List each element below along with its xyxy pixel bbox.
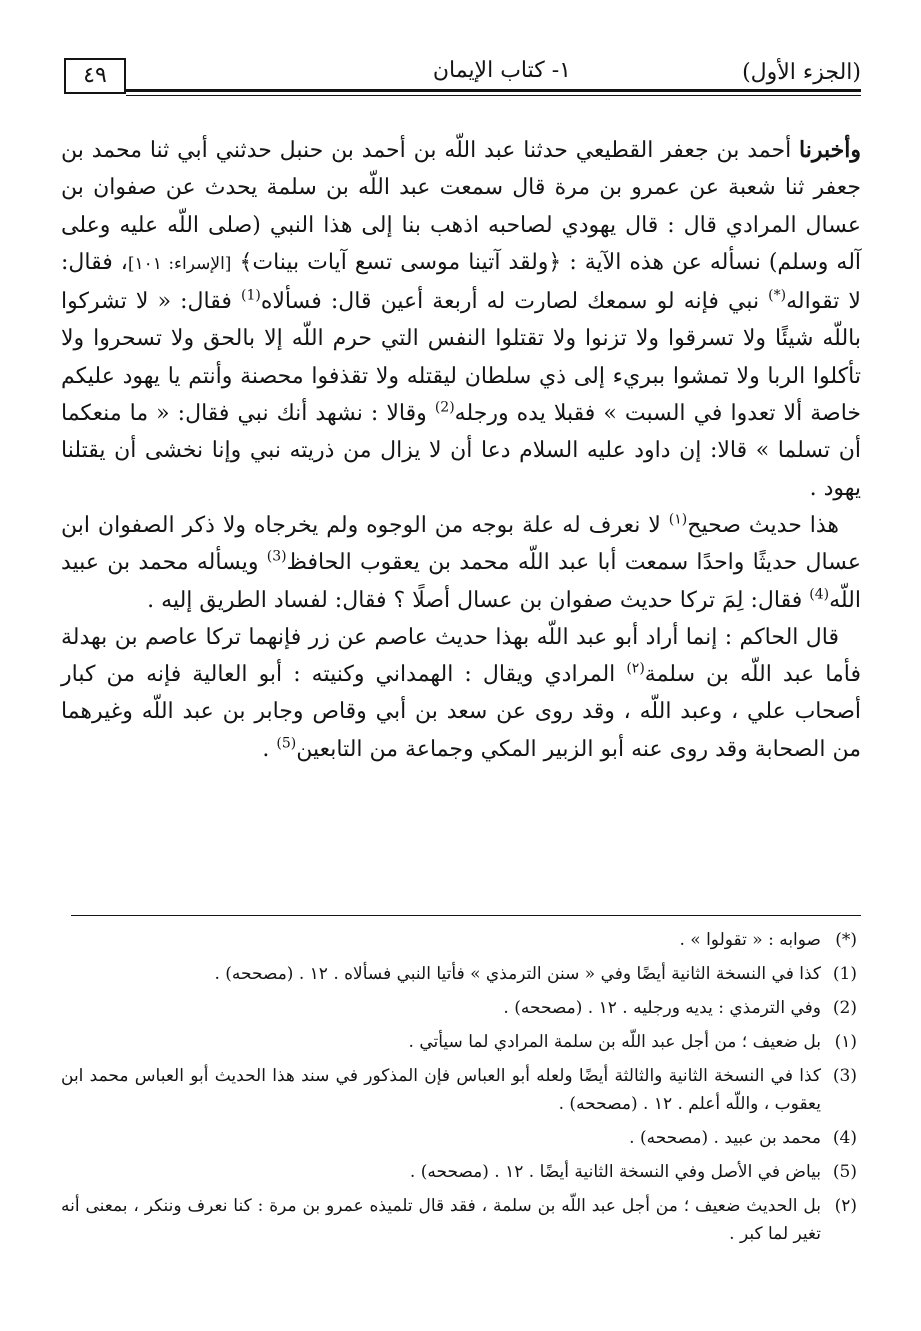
footnotes: [61, 926, 861, 1254]
footnote-marker: (3): [832, 1066, 857, 1086]
footnote-marker: (4): [832, 1128, 857, 1148]
text-segment: أحمد بن جعفر القطيعي حدثنا عبد اللّه بن أحمد بن حنبل حدثني أبي ثنا محمد بن جعفر ثنا شعبة عن عمرو بن مرة قال سمعت عبد اللّه بن سلمة يحدث عن صفوان بن عسال المرادي قال : قال يهودي لصاحبه اذهب بنا إلى هذا النبي (صلى اللّه عليه وعلى آله وسلم) نسأله عن هذه الآية :: [61, 138, 862, 275]
footnote-text: بياض في الأصل وفي النسخة الثانية أيضًا . ١٢ . (مصححه) .: [409, 1162, 821, 1182]
footnote: [61, 1192, 861, 1248]
commentary-paragraph: [61, 507, 861, 619]
footnote-text: كذا في النسخة الثانية أيضًا وفي « سنن الترمذي » فأتيا النبي فسألاه . ١٢ . (مصححه) .: [214, 964, 821, 984]
text-segment: لا نعرف له علة بوجه من الوجوه ولم يخرجاه ولا ذكر الصفوان ابن عسال حديثًا واحدًا سمعت أبا عبد اللّه محمد بن يعقوب الحافظ: [61, 512, 861, 576]
footnote-reference[interactable]: (3): [266, 548, 287, 565]
text-segment: وأخبرنا: [799, 137, 861, 163]
footnote-reference[interactable]: (١): [668, 511, 688, 528]
footnote-reference[interactable]: (2): [434, 399, 455, 416]
footnote-separator: [71, 915, 861, 916]
text-segment: المرادي ويقال : الهمداني وكنيته : أبو العالية فإنه من كبار أصحاب علي ، وعبد اللّه ، وقد روى عن سعد بن أبي وقاص وجابر بن عبد اللّه وغيرهما من الصحابة وقد روى عنه أبو الزبير المكي وجماعة من التابعين: [61, 662, 861, 762]
footnote-marker: (*): [835, 930, 857, 950]
footnote-reference[interactable]: (*): [768, 287, 787, 304]
footnote-text: كذا في النسخة الثانية والثالثة أيضًا ولعله أبو العباس فإن المذكور في سند هذا الحديث أبو العباس محمد ابن يعقوب ، واللّه أعلم . ١٢ . (مصححه) .: [61, 1066, 821, 1114]
text-segment: ، فقال: لا تقواله: [61, 249, 861, 315]
footnote-reference[interactable]: (٢): [626, 660, 645, 677]
footnote-text: بل ضعيف ؛ من أجل عبد اللّه بن سلمة المرادي لما سيأتي .: [408, 1032, 821, 1052]
text-segment: وقالا : نشهد أنك نبي فقال: « ما منعكما أن تسلما » قالا: إن داود عليه السلام دعا أن لا يزال من ذريته نبي وإنا نخشى أن يقتلنا يهود .: [61, 401, 861, 501]
footnote: [61, 926, 861, 954]
part-label: (الجزء الأول): [742, 60, 861, 85]
running-header: [64, 58, 861, 98]
text-segment: فقال: « لا تشركوا باللّه شيئًا ولا تسرقوا ولا تزنوا ولا تقتلوا النفس التي حرم اللّه إلا بالحق ولا تسحروا ولا تأكلوا الربا ولا تمشوا ببريء إلى ذي سلطان ليقتله ولا تقذفوا محصنة وأنتم يا يهود عليكم خاصة ألا تعدوا في السبت » فقبلا يده ورجله: [61, 289, 862, 427]
footnote-marker: (١): [834, 1032, 857, 1052]
hadith-paragraph: [61, 132, 861, 507]
footnote-reference[interactable]: (1): [240, 287, 261, 304]
verse-reference: [الإسراء: ١٠١]: [127, 253, 232, 274]
footnote-reference[interactable]: (4): [809, 586, 830, 603]
footnote-text: وفي الترمذي : يديه ورجليه . ١٢ . (مصححه) .: [503, 998, 821, 1018]
footnote-marker: (5): [832, 1162, 857, 1182]
text-segment: .: [262, 736, 277, 762]
text-segment: فقال: لِمَ تركا حديث صفوان بن عسال أصلًا ؟ فقال: لفساد الطريق إليه .: [147, 587, 810, 613]
commentary-paragraph: [61, 619, 861, 768]
footnote: [61, 994, 861, 1022]
footnote-marker: (٢): [834, 1196, 857, 1216]
text-segment: نبي فإنه لو سمعك لصارت له أربعة أعين قال: فسألاه: [260, 289, 769, 315]
page-number: ٤٩: [64, 58, 126, 94]
footnote: [61, 960, 861, 988]
footnote-marker: (2): [832, 998, 857, 1018]
chapter-label: ١- كتاب الإيمان: [432, 58, 571, 83]
text-segment: قال الحاكم : إنما أراد أبو عبد اللّه بهذا حديث عاصم عن زر فإنهما تركا عاصم بن بهدلة فأما عبد اللّه بن سلمة: [61, 624, 861, 688]
header-rule-thick: [126, 89, 861, 92]
main-text: [61, 132, 861, 768]
footnote-text: صوابه : « تقولوا » .: [679, 930, 821, 950]
footnote: [61, 1158, 861, 1186]
footnote-reference[interactable]: (5): [276, 735, 297, 752]
footnote-text: محمد بن عبيد . (مصححه) .: [629, 1128, 821, 1148]
footnote: [61, 1028, 861, 1056]
footnote: [61, 1062, 861, 1118]
quran-verse: ﴿ولقد آتينا موسى تسع آيات بينات﴾: [239, 249, 562, 275]
footnote: [61, 1124, 861, 1152]
footnote-text: بل الحديث ضعيف ؛ من أجل عبد اللّه بن سلمة ، فقد قال تلميذه عمرو بن مرة : كنا نعرف وننكر ، بمعنى أنه تغير لما كبر .: [61, 1196, 821, 1244]
footnote-marker: (1): [832, 964, 857, 984]
text-segment: هذا حديث صحيح: [687, 512, 839, 538]
text-segment: ويسأله محمد بن عبيد اللّه: [61, 550, 861, 613]
header-rule-thin: [126, 95, 861, 96]
